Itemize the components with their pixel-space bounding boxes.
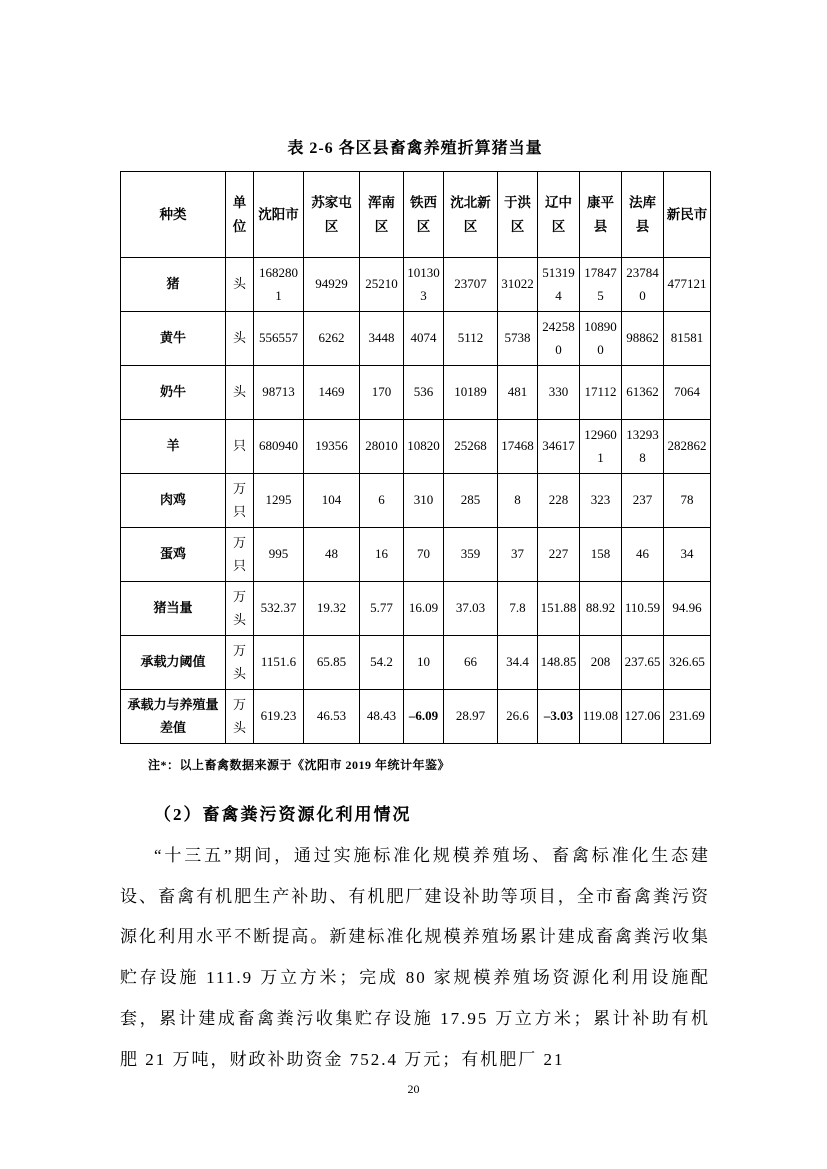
value-cell: 513194 <box>538 258 580 312</box>
value-cell: 326.65 <box>664 636 711 690</box>
value-cell: 54.2 <box>360 636 404 690</box>
value-cell: 237 <box>622 474 664 528</box>
table-note: 注*：以上畜禽数据来源于《沈阳市 2019 年统计年鉴》 <box>148 758 451 772</box>
value-cell: 359 <box>444 528 498 582</box>
value-cell: 119.08 <box>580 690 622 744</box>
value-cell: 1295 <box>254 474 304 528</box>
value-cell: 5112 <box>444 312 498 366</box>
column-header: 铁西区 <box>404 172 444 258</box>
value-cell: 70 <box>404 528 444 582</box>
value-cell: 556557 <box>254 312 304 366</box>
page-number: 20 <box>407 1082 420 1096</box>
value-cell: 98862 <box>622 312 664 366</box>
value-cell: 34617 <box>538 420 580 474</box>
value-cell: 16.09 <box>404 582 444 636</box>
value-cell: 158 <box>580 528 622 582</box>
column-header: 康平县 <box>580 172 622 258</box>
column-header: 种类 <box>121 172 226 258</box>
value-cell: 3448 <box>360 312 404 366</box>
value-cell: 78 <box>664 474 711 528</box>
value-cell: 481 <box>498 366 538 420</box>
row-label: 羊 <box>121 420 226 474</box>
value-cell: 25210 <box>360 258 404 312</box>
value-cell: 6262 <box>304 312 360 366</box>
value-cell: –3.03 <box>538 690 580 744</box>
value-cell: 330 <box>538 366 580 420</box>
value-cell: 48 <box>304 528 360 582</box>
table-row <box>121 474 711 528</box>
value-cell: 4074 <box>404 312 444 366</box>
value-cell: 6 <box>360 474 404 528</box>
value-cell: 81581 <box>664 312 711 366</box>
value-cell: 17468 <box>498 420 538 474</box>
value-cell: 129601 <box>580 420 622 474</box>
column-header: 新民市 <box>664 172 711 258</box>
table-row <box>121 312 711 366</box>
row-label: 承载力与养殖量差值 <box>121 690 226 744</box>
table-row <box>121 528 711 582</box>
value-cell: 1682801 <box>254 258 304 312</box>
value-cell: 16 <box>360 528 404 582</box>
row-label: 肉鸡 <box>121 474 226 528</box>
value-cell: 65.85 <box>304 636 360 690</box>
value-cell: 995 <box>254 528 304 582</box>
column-header: 单位 <box>226 172 254 258</box>
value-cell: 285 <box>444 474 498 528</box>
value-cell: 28010 <box>360 420 404 474</box>
value-cell: 48.43 <box>360 690 404 744</box>
value-cell: 66 <box>444 636 498 690</box>
row-label: 猪当量 <box>121 582 226 636</box>
column-header: 浑南区 <box>360 172 404 258</box>
value-cell: 37.03 <box>444 582 498 636</box>
value-cell: 132938 <box>622 420 664 474</box>
unit-cell: 万头 <box>226 582 254 636</box>
value-cell: 104 <box>304 474 360 528</box>
value-cell: 148.85 <box>538 636 580 690</box>
value-cell: 26.6 <box>498 690 538 744</box>
unit-cell: 只 <box>226 420 254 474</box>
value-cell: 231.69 <box>664 690 711 744</box>
row-label: 承载力阈值 <box>121 636 226 690</box>
column-header: 沈北新区 <box>444 172 498 258</box>
value-cell: 101303 <box>404 258 444 312</box>
column-header: 法库县 <box>622 172 664 258</box>
unit-cell: 万头 <box>226 636 254 690</box>
value-cell: 151.88 <box>538 582 580 636</box>
value-cell: 242580 <box>538 312 580 366</box>
value-cell: 28.97 <box>444 690 498 744</box>
table-body <box>121 258 711 744</box>
value-cell: 61362 <box>622 366 664 420</box>
value-cell: 227 <box>538 528 580 582</box>
unit-cell: 万头 <box>226 690 254 744</box>
value-cell: 170 <box>360 366 404 420</box>
value-cell: 7064 <box>664 366 711 420</box>
value-cell: 237.65 <box>622 636 664 690</box>
value-cell: 25268 <box>444 420 498 474</box>
value-cell: 98713 <box>254 366 304 420</box>
value-cell: 310 <box>404 474 444 528</box>
value-cell: 37 <box>498 528 538 582</box>
value-cell: –6.09 <box>404 690 444 744</box>
column-header: 苏家屯区 <box>304 172 360 258</box>
value-cell: 1151.6 <box>254 636 304 690</box>
value-cell: 680940 <box>254 420 304 474</box>
value-cell: 108900 <box>580 312 622 366</box>
value-cell: 7.8 <box>498 582 538 636</box>
row-label: 奶牛 <box>121 366 226 420</box>
section-heading: （2）畜禽粪污资源化利用情况 <box>154 805 412 824</box>
value-cell: 536 <box>404 366 444 420</box>
value-cell: 237840 <box>622 258 664 312</box>
column-header: 于洪区 <box>498 172 538 258</box>
value-cell: 34.4 <box>498 636 538 690</box>
value-cell: 17112 <box>580 366 622 420</box>
row-label: 猪 <box>121 258 226 312</box>
value-cell: 10 <box>404 636 444 690</box>
value-cell: 10820 <box>404 420 444 474</box>
value-cell: 5.77 <box>360 582 404 636</box>
value-cell: 127.06 <box>622 690 664 744</box>
table-row <box>121 690 711 744</box>
value-cell: 46.53 <box>304 690 360 744</box>
value-cell: 34 <box>664 528 711 582</box>
table-row <box>121 366 711 420</box>
unit-cell: 头 <box>226 258 254 312</box>
table-header <box>121 172 711 258</box>
unit-cell: 万只 <box>226 474 254 528</box>
value-cell: 8 <box>498 474 538 528</box>
value-cell: 323 <box>580 474 622 528</box>
value-cell: 5738 <box>498 312 538 366</box>
value-cell: 88.92 <box>580 582 622 636</box>
table-row <box>121 582 711 636</box>
page-content <box>120 135 710 1081</box>
value-cell: 19356 <box>304 420 360 474</box>
table-row <box>121 636 711 690</box>
value-cell: 619.23 <box>254 690 304 744</box>
value-cell: 31022 <box>498 258 538 312</box>
table-title: 表 2-6 各区县畜禽养殖折算猪当量 <box>287 140 543 157</box>
value-cell: 228 <box>538 474 580 528</box>
value-cell: 178475 <box>580 258 622 312</box>
value-cell: 477121 <box>664 258 711 312</box>
row-label: 黄牛 <box>121 312 226 366</box>
table-header-row <box>121 172 711 258</box>
unit-cell: 头 <box>226 312 254 366</box>
value-cell: 282862 <box>664 420 711 474</box>
table-row <box>121 420 711 474</box>
value-cell: 10189 <box>444 366 498 420</box>
unit-cell: 万只 <box>226 528 254 582</box>
value-cell: 532.37 <box>254 582 304 636</box>
value-cell: 94929 <box>304 258 360 312</box>
value-cell: 1469 <box>304 366 360 420</box>
body-paragraph: “十三五”期间，通过实施标准化规模养殖场、畜禽标准化生态建设、畜禽有机肥生产补助、有机肥厂建设补助等项目，全市畜禽粪污资源化利用水平不断提高。新建标准化规模养殖场累计建成畜禽粪污收集贮存设施 111.9 万立方米；完成 80 家规模养殖场资源化利用设施配套，累计建成畜禽粪污收集贮存设施 17.95 万立方米；累计补助有机肥 21 万吨，财政补助资金 752.4 万元；有机肥厂 21 <box>120 845 710 1069</box>
table-row <box>121 258 711 312</box>
column-header: 沈阳市 <box>254 172 304 258</box>
value-cell: 208 <box>580 636 622 690</box>
value-cell: 23707 <box>444 258 498 312</box>
livestock-table <box>120 171 711 744</box>
row-label: 蛋鸡 <box>121 528 226 582</box>
value-cell: 94.96 <box>664 582 711 636</box>
value-cell: 46 <box>622 528 664 582</box>
value-cell: 110.59 <box>622 582 664 636</box>
value-cell: 19.32 <box>304 582 360 636</box>
body-text <box>120 795 710 1081</box>
unit-cell: 头 <box>226 366 254 420</box>
column-header: 辽中区 <box>538 172 580 258</box>
